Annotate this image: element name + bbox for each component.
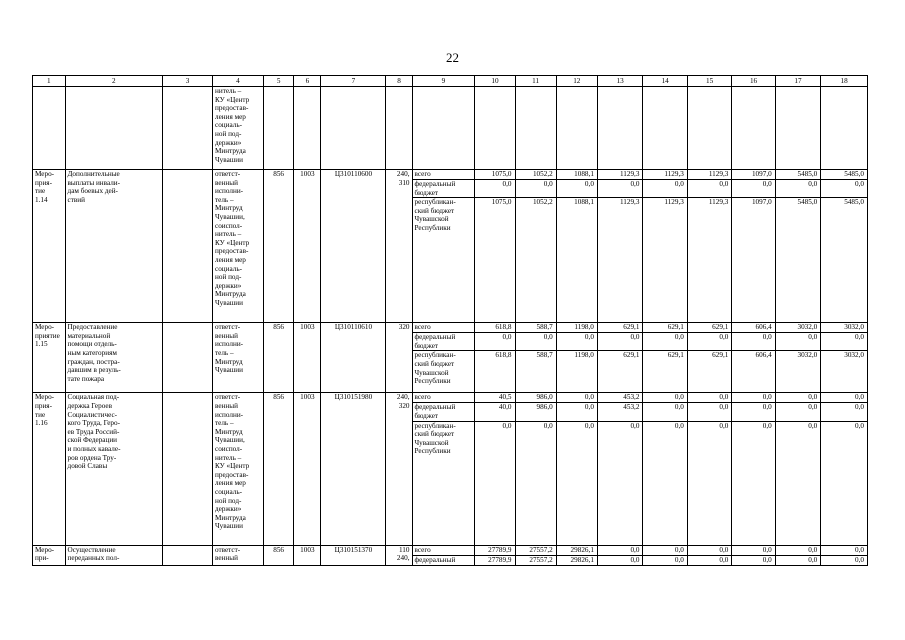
executor-cell: ответст- венный исполни- тель – Минтруд Чувашии, соиспол- нитель – КУ «Центр предостав- ления мер социаль- ной под- держки» Минтруда Чувашии: [213, 393, 264, 545]
amount-cell: 0,0: [475, 180, 515, 198]
amount-cell: 0,0: [597, 180, 643, 198]
amount-cell: 0,0: [475, 333, 515, 351]
amount-cell: 1097,0: [732, 198, 775, 323]
amount-cell: 986,0: [515, 403, 556, 421]
empty-cell: [556, 87, 597, 170]
empty-cell: [597, 87, 643, 170]
grbs-code-cell: 856: [263, 323, 293, 393]
target-article-cell: Ц310110600: [321, 170, 386, 323]
program-funding-table: [32, 75, 868, 566]
amount-cell: 27789,9: [475, 545, 515, 555]
amount-cell: 0,0: [687, 393, 731, 403]
executor-cell: ответст- венный исполни- тель – Минтруд Чувашии, соиспол- нитель – КУ «Центр предостав- ления мер социаль- ной под- держки» Минтруда Чувашии: [213, 170, 264, 323]
amount-cell: 453,2: [597, 403, 643, 421]
amount-cell: 0,0: [732, 403, 775, 421]
column-number: 15: [687, 76, 731, 87]
amount-cell: 40,0: [475, 403, 515, 421]
amount-cell: 0,0: [821, 555, 868, 565]
amount-cell: 0,0: [556, 421, 597, 545]
amount-cell: 27557,2: [515, 555, 556, 565]
grbs-code-cell: 856: [263, 545, 293, 565]
amount-cell: 0,0: [687, 180, 731, 198]
amount-cell: 629,1: [643, 323, 687, 333]
amount-cell: 629,1: [687, 351, 731, 393]
amount-cell: 0,0: [643, 555, 687, 565]
executor-cell: ответст- венный: [213, 545, 264, 565]
measure-label-cell: Меро- прия- тие 1.14: [33, 170, 66, 323]
column-number: 18: [821, 76, 868, 87]
amount-cell: 0,0: [775, 403, 821, 421]
amount-cell: 0,0: [821, 421, 868, 545]
amount-cell: 0,0: [643, 403, 687, 421]
funding-source-cell: федеральный бюджет: [412, 180, 475, 198]
funding-source-cell: федеральный бюджет: [412, 333, 475, 351]
column-number-row: [33, 76, 868, 87]
continuation-row: [33, 87, 868, 170]
empty-cell: [643, 87, 687, 170]
amount-cell: 588,7: [515, 351, 556, 393]
empty-cell: [263, 87, 293, 170]
amount-cell: 5485,0: [821, 198, 868, 323]
amount-cell: 0,0: [821, 403, 868, 421]
column-number: 14: [643, 76, 687, 87]
amount-cell: 0,0: [821, 333, 868, 351]
grbs-code-cell: 856: [263, 393, 293, 545]
amount-cell: 0,0: [597, 555, 643, 565]
amount-cell: 629,1: [687, 323, 731, 333]
column-number: 8: [386, 76, 412, 87]
amount-cell: 3032,0: [821, 351, 868, 393]
amount-cell: 1129,3: [597, 198, 643, 323]
amount-cell: 0,0: [775, 393, 821, 403]
amount-cell: 0,0: [643, 333, 687, 351]
target-article-cell: Ц310151980: [321, 393, 386, 545]
grbs-code-cell: 856: [263, 170, 293, 323]
target-article-cell: Ц310151370: [321, 545, 386, 565]
amount-cell: 1198,0: [556, 351, 597, 393]
column-number: 9: [412, 76, 475, 87]
amount-cell: 3032,0: [775, 323, 821, 333]
amount-cell: 0,0: [556, 333, 597, 351]
measure-row: [33, 170, 868, 180]
amount-cell: 29826,1: [556, 555, 597, 565]
amount-cell: 629,1: [643, 351, 687, 393]
measure-name-cell: Дополнительные выплаты инвали- дам боевых дей- ствий: [65, 170, 163, 323]
funding-source-cell: всего: [412, 323, 475, 333]
funding-source-cell: всего: [412, 393, 475, 403]
amount-cell: 0,0: [732, 180, 775, 198]
amount-cell: 0,0: [775, 555, 821, 565]
expense-type-cell: 320: [386, 323, 412, 393]
amount-cell: 588,7: [515, 323, 556, 333]
amount-cell: 0,0: [775, 545, 821, 555]
column-number: 6: [294, 76, 321, 87]
amount-cell: 0,0: [556, 403, 597, 421]
amount-cell: 618,8: [475, 323, 515, 333]
amount-cell: 0,0: [556, 393, 597, 403]
amount-cell: 5485,0: [821, 170, 868, 180]
amount-cell: 3032,0: [775, 351, 821, 393]
funding-source-cell: федеральный бюджет: [412, 403, 475, 421]
empty-cell: [515, 87, 556, 170]
amount-cell: 1129,3: [687, 170, 731, 180]
funding-source-cell: всего: [412, 545, 475, 555]
amount-cell: 1052,2: [515, 198, 556, 323]
amount-cell: 1129,3: [597, 170, 643, 180]
measure-name-cell: Предоставление материальной помощи отдель- ным категориям граждан, постра- давшим в резуль- тате пожара: [65, 323, 163, 393]
amount-cell: 0,0: [775, 421, 821, 545]
empty-cell: [163, 170, 213, 323]
amount-cell: 0,0: [821, 545, 868, 555]
amount-cell: 0,0: [643, 421, 687, 545]
empty-cell: [821, 87, 868, 170]
column-number: 12: [556, 76, 597, 87]
executor-cell: ответст- венный исполни- тель – Минтруд Чувашии: [213, 323, 264, 393]
amount-cell: 5485,0: [775, 170, 821, 180]
measure-label-cell: Меро- прия- тие 1.16: [33, 393, 66, 545]
amount-cell: 0,0: [821, 180, 868, 198]
measure-row: [33, 545, 868, 555]
empty-cell: [33, 87, 66, 170]
amount-cell: 0,0: [515, 333, 556, 351]
empty-cell: [163, 393, 213, 545]
amount-cell: 1129,3: [643, 170, 687, 180]
amount-cell: 27557,2: [515, 545, 556, 555]
amount-cell: 0,0: [597, 421, 643, 545]
amount-cell: 0,0: [687, 421, 731, 545]
amount-cell: 629,1: [597, 351, 643, 393]
column-number: 1: [33, 76, 66, 87]
funding-source-cell: всего: [412, 170, 475, 180]
amount-cell: 0,0: [643, 393, 687, 403]
empty-cell: [412, 87, 475, 170]
amount-cell: 0,0: [732, 545, 775, 555]
column-number: 10: [475, 76, 515, 87]
measure-row: [33, 393, 868, 403]
amount-cell: 1129,3: [643, 198, 687, 323]
empty-cell: [65, 87, 163, 170]
column-number: 3: [163, 76, 213, 87]
column-number: 16: [732, 76, 775, 87]
amount-cell: 0,0: [597, 333, 643, 351]
amount-cell: 606,4: [732, 351, 775, 393]
section-code-cell: 1003: [294, 170, 321, 323]
amount-cell: 0,0: [687, 545, 731, 555]
amount-cell: 0,0: [687, 555, 731, 565]
amount-cell: 27789,9: [475, 555, 515, 565]
amount-cell: 0,0: [687, 403, 731, 421]
amount-cell: 0,0: [515, 421, 556, 545]
section-code-cell: 1003: [294, 323, 321, 393]
target-article-cell: Ц310110610: [321, 323, 386, 393]
funding-source-cell: федеральный: [412, 555, 475, 565]
amount-cell: 0,0: [732, 555, 775, 565]
amount-cell: 29826,1: [556, 545, 597, 555]
amount-cell: 0,0: [732, 421, 775, 545]
column-number: 2: [65, 76, 163, 87]
funding-source-cell: республикан- ский бюджет Чувашской Республики: [412, 421, 475, 545]
amount-cell: 0,0: [643, 545, 687, 555]
column-number: 13: [597, 76, 643, 87]
amount-cell: 3032,0: [821, 323, 868, 333]
funding-source-cell: республикан- ский бюджет Чувашской Республики: [412, 351, 475, 393]
amount-cell: 1075,0: [475, 170, 515, 180]
empty-cell: [321, 87, 386, 170]
amount-cell: 1129,3: [687, 198, 731, 323]
amount-cell: 1052,2: [515, 170, 556, 180]
amount-cell: 5485,0: [775, 198, 821, 323]
amount-cell: 1088,1: [556, 170, 597, 180]
measure-label-cell: Меро- при-: [33, 545, 66, 565]
section-code-cell: 1003: [294, 393, 321, 545]
empty-cell: [732, 87, 775, 170]
amount-cell: 1097,0: [732, 170, 775, 180]
amount-cell: 629,1: [597, 323, 643, 333]
funding-source-cell: республикан- ский бюджет Чувашской Республики: [412, 198, 475, 323]
amount-cell: 453,2: [597, 393, 643, 403]
empty-cell: [163, 323, 213, 393]
empty-cell: [386, 87, 412, 170]
amount-cell: 40,5: [475, 393, 515, 403]
amount-cell: 0,0: [821, 393, 868, 403]
amount-cell: 0,0: [775, 333, 821, 351]
empty-cell: [475, 87, 515, 170]
empty-cell: [775, 87, 821, 170]
amount-cell: 1198,0: [556, 323, 597, 333]
measure-name-cell: Социальная под- держка Героев Социалистичес- кого Труда, Геро- ев Труда Россий- ской Федерации и полных кавале- ров ордена Тру- довой Славы: [65, 393, 163, 545]
amount-cell: 618,8: [475, 351, 515, 393]
amount-cell: 0,0: [475, 421, 515, 545]
amount-cell: 0,0: [643, 180, 687, 198]
amount-cell: 0,0: [732, 393, 775, 403]
column-number: 4: [213, 76, 264, 87]
amount-cell: 0,0: [515, 180, 556, 198]
amount-cell: 0,0: [687, 333, 731, 351]
amount-cell: 0,0: [556, 180, 597, 198]
empty-cell: [163, 545, 213, 565]
section-code-cell: 1003: [294, 545, 321, 565]
empty-cell: [294, 87, 321, 170]
expense-type-cell: 110 240,: [386, 545, 412, 565]
measure-row: [33, 323, 868, 333]
executor-cell: нитель – КУ «Центр предостав- ления мер социаль- ной под- держки» Минтруда Чувашии: [213, 87, 264, 170]
amount-cell: 606,4: [732, 323, 775, 333]
column-number: 5: [263, 76, 293, 87]
column-number: 11: [515, 76, 556, 87]
measure-name-cell: Осуществление переданных пол-: [65, 545, 163, 565]
measure-label-cell: Меро- приятие 1.15: [33, 323, 66, 393]
amount-cell: 0,0: [597, 545, 643, 555]
amount-cell: 0,0: [732, 333, 775, 351]
page-number: 22: [446, 50, 459, 65]
empty-cell: [163, 87, 213, 170]
amount-cell: 986,0: [515, 393, 556, 403]
amount-cell: 0,0: [775, 180, 821, 198]
empty-cell: [687, 87, 731, 170]
expense-type-cell: 240, 310: [386, 170, 412, 323]
expense-type-cell: 240, 320: [386, 393, 412, 545]
column-number: 7: [321, 76, 386, 87]
amount-cell: 1075,0: [475, 198, 515, 323]
amount-cell: 1088,1: [556, 198, 597, 323]
column-number: 17: [775, 76, 821, 87]
